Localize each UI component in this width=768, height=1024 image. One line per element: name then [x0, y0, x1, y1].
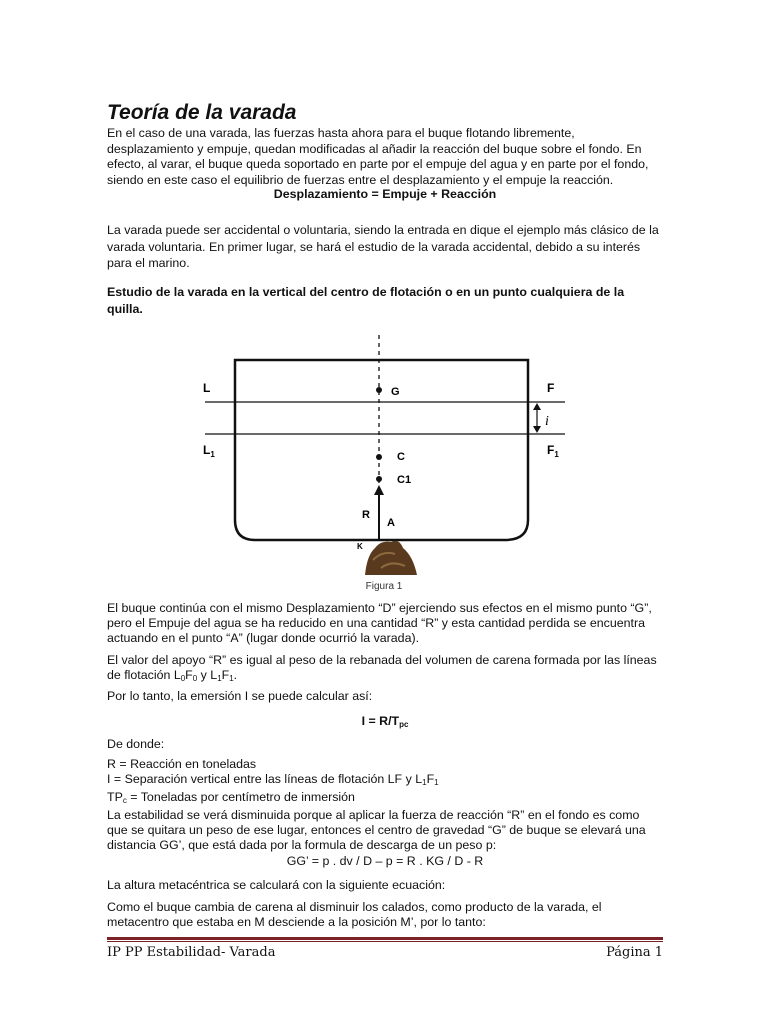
metacenter-paragraph: Como el buque cambia de carena al disminuir los calados, como producto de la varada, el metacentro que estaba en M desciende a la posición M’, por lo tanto:	[107, 900, 602, 929]
label-f1: $F_1$	[547, 443, 559, 459]
formula-gg: GG’ = p . dv / D – p = R . KG / D - R	[286, 854, 484, 868]
figure-1	[195, 330, 575, 580]
footer-rule	[107, 937, 663, 940]
formula-emersion: $I = R/T_{pc}$	[361, 714, 409, 729]
label-r: R	[362, 509, 370, 521]
page-title: Teoría de la varada	[107, 101, 297, 124]
footer-rule-thin	[107, 941, 663, 942]
reaction-arrowhead	[374, 485, 384, 495]
label-i: i	[545, 414, 549, 429]
point-g	[376, 387, 382, 393]
label-g: G	[391, 386, 400, 398]
definitions-block	[107, 757, 663, 853]
label-k: K	[357, 542, 363, 551]
emersion-intro: Por lo tanto, la emersión I se puede calcular así:	[107, 689, 373, 703]
equation-displacement: Desplazamiento = Empuje + Reacción	[273, 187, 497, 201]
label-c1: C1	[397, 474, 412, 486]
continuation-paragraph: El buque continúa con el mismo Desplazamiento “D” ejerciendo sus efectos en el mismo punto “G”, pero el Empuje del agua se ha reducido en una cantidad “R” y esta cantidad perdida se encuentra actuando en el punto “A” (lugar donde ocurrió la varada).	[107, 601, 652, 645]
rock-seabed	[365, 541, 417, 575]
label-a: A	[387, 517, 395, 529]
label-c: C	[397, 451, 405, 463]
ship-varada-diagram	[195, 330, 575, 575]
section-heading: Estudio de la varada en la vertical del centro de flotación o en un punto cualquiera de la quilla.	[107, 285, 625, 316]
metacentric-intro: La altura metacéntrica se calculará con la siguiente ecuación:	[107, 878, 446, 892]
label-f: F	[547, 381, 555, 395]
label-l: L	[203, 381, 211, 395]
de-donde-label: De donde:	[107, 737, 165, 751]
intro-paragraph: En el caso de una varada, las fuerzas hasta ahora para el buque flotando libremente, desplazamiento y empuje, quedan modificadas al añadir la reacción del buque sobre el fondo. En efecto, al varar, el buque queda soportado en parte por el empuje del agua y en parte por el fondo, siendo en este caso el equilibrio de fuerzas entre el desplazamiento y el empuje la reacción.	[107, 126, 649, 187]
support-value-paragraph: El valor del apoyo “R” es igual al peso de la rebanada del volumen de carena formada por las líneas de flotación $L_0F_0$ y $L_1F_1$.	[107, 653, 657, 683]
label-l1: $L_1$	[203, 443, 215, 459]
footer-document-title: IP PP Estabilidad- Varada	[107, 945, 276, 960]
def-tpc: $TP_c$ = Toneladas por centímetro de inmersión	[107, 790, 355, 805]
footer-page-number: Página 1	[606, 945, 663, 960]
point-c1	[376, 476, 382, 482]
hull-outline	[235, 360, 528, 540]
def-r: R = Reacción en toneladas	[107, 757, 257, 771]
figure-caption: Figura 1	[365, 581, 403, 592]
stability-paragraph: La estabilidad se verá disminuida porque al aplicar la fuerza de reacción “R” en el fondo es como que se quitara un peso de ese lugar, entonces el centro de gravedad “G” de buque se elevará una distancia GG’, que está dada por la formula de descarga de un peso p:	[107, 808, 646, 852]
def-i: I = Separación vertical entre las líneas de flotación LF y $L_1F_1$	[107, 772, 439, 787]
point-c	[376, 454, 382, 460]
varada-types-paragraph: La varada puede ser accidental o voluntaria, siendo la entrada en dique el ejemplo más clásico de la varada voluntaria. En primer lugar, se hará el estudio de la varada accidental, debido a su interés para el marino.	[107, 223, 659, 270]
